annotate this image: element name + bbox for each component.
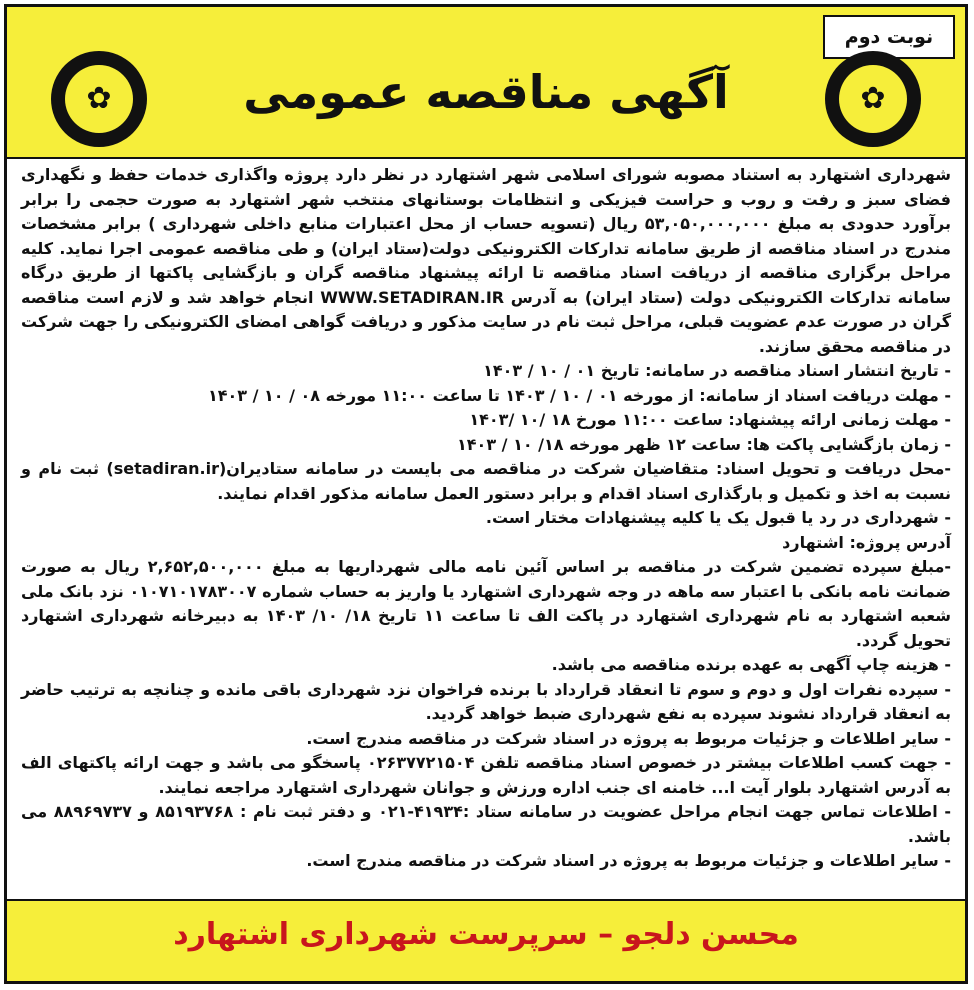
- item-document-deadline: - مهلت دریافت اسناد از سامانه: از مورخه ۰۱ / ۱۰ / ۱۴۰۳ تا ساعت ۱۱:۰۰ مورخه ۰۸ / ۱۰ / ۱۴۰۳: [207, 385, 951, 405]
- item-project-address: آدرس پروژه: اشتهارد: [782, 532, 951, 552]
- item-ad-cost: - هزینه چاپ آگهی به عهده برنده مناقصه می باشد.: [551, 655, 951, 674]
- municipality-emblem-icon: ✿: [51, 51, 147, 147]
- footer-band: [7, 899, 965, 981]
- signature: محسن دلجو – سرپرست شهرداری اشتهارد: [173, 917, 799, 952]
- item-document-location: -محل دریافت و تحویل اسناد: متقاضیان شرکت در مناقصه می بایست در سامانه ستادیران(setadiran.ir) ثبت نام و نسبت به اخذ و تکمیل و بارگذاری اسناد اقدام و برابر دستور العمل سامانه مذکور اقدام نمایند.: [21, 459, 951, 503]
- item-rejection-right: - شهرداری در رد یا قبول یک یا کلیه پیشنهادات مختار است.: [485, 508, 951, 527]
- round-badge: نوبت دوم: [823, 15, 955, 59]
- item-publish-date: - تاریخ انتشار اسناد مناقصه در سامانه: تاریخ ۰۱ / ۱۰ / ۱۴۰۳: [483, 361, 951, 380]
- notice-body: [21, 163, 951, 874]
- item-winner-deposits: - سپرده نفرات اول و دوم و سوم تا انعقاد قرارداد با برنده فراخوان نزد شهرداری باقی مانده و چنانچه به ترتیب حاضر به انعقاد قرارداد نشوند سپرده به نفع شهرداری ضبط خواهد گردید.: [21, 679, 951, 723]
- item-other-info-repeat: - سایر اطلاعات و جزئیات مربوط به پروژه در اسناد شرکت در مناقصه مندرج است.: [306, 851, 951, 870]
- item-proposal-deadline: - مهلت زمانی ارائه پیشنهاد: ساعت ۱۱:۰۰ مورخ ۱۸ /۱۰ /۱۴۰۳: [469, 410, 951, 429]
- notice-frame: [4, 4, 968, 984]
- notice-title: آگهی مناقصه عمومی: [243, 65, 729, 119]
- municipality-emblem-icon: ✿: [825, 51, 921, 147]
- item-deposit: -مبلغ سپرده تضمین شرکت در مناقصه بر اساس آئین نامه مالی شهرداریها به مبلغ ۲,۶۵۲,۵۰۰,۰۰۰ ریال به صورت ضمانت نامه بانکی با اعتبار سه ماهه در وجه شهرداری اشتهارد یا واریز به حساب شماره ۰۱۰۷۱۰۱۷۸۳۰۰۷ نزد بانک ملی شعبه اشتهارد به نام شهرداری اشتهارد در پاکت الف تا ساعت ۱۱ تاریخ ۱۸/ ۱۰/ ۱۴۰۳ به دبیرخانه شهرداری اشتهارد تحویل گردد.: [21, 557, 952, 650]
- header-band: [7, 7, 965, 159]
- item-opening-time: - زمان بازگشایی پاکت ها: ساعت ۱۲ ظهر مورخه ۱۸/ ۱۰ / ۱۴۰۳: [457, 434, 951, 454]
- item-other-info: - سایر اطلاعات و جزئیات مربوط به پروژه در اسناد شرکت در مناقصه مندرج است.: [306, 728, 951, 748]
- item-contact-info: - جهت کسب اطلاعات بیشتر در خصوص اسناد مناقصه تلفن ۰۲۶۳۷۷۲۱۵۰۴ پاسخگو می باشد و جهت ارائه پاکتهای الف به آدرس اشتهارد بلوار آیت ا... خامنه ای جنب اداره ورزش و جوانان شهرداری اشتهارد مراجعه نمایند.: [21, 753, 951, 797]
- item-setad-contact: - اطلاعات تماس جهت انجام مراحل عضویت در سامانه ستاد :۴۱۹۳۴-۰۲۱ و دفتر ثبت نام : ۸۵۱۹۳۷۶۸ و ۸۸۹۶۹۷۳۷ می باشد.: [21, 802, 952, 846]
- intro-paragraph: شهرداری اشتهارد به استناد مصوبه شورای اسلامی شهر اشتهارد در نظر دارد پروژه واگذاری خدمات حفظ و نگهداری فضای سبز و رفت و روب و حراست فیزیکی و انتظامات بوستانهای منتخب شهر اشتهارد به صورت حجمی را برابر برآورد حدودی به مبلغ ۵۳,۰۵۰,۰۰۰,۰۰۰ ریال (تسویه حساب از محل اعتبارات منابع داخلی شهرداری ) برابر مشخصات مندرج در اسناد مناقصه از طریق سامانه تدارکات الکترونیکی دولت(ستاد ایران) و طی مناقصه عمومی اجرا نماید. کلیه مراحل برگزاری مناقصه از دریافت اسناد مناقصه تا ارائه پیشنهاد مناقصه گران و بازگشایی پاکتها از طریق درگاه سامانه تدارکات الکترونیکی دولت (ستاد ایران) به آدرس WWW.SETADIRAN.IR انجام خواهد شد و لازم است مناقصه گران در صورت عدم عضویت قبلی، مراحل ثبت نام در سایت مذکور و دریافت گواهی امضای الکترونیکی را جهت شرکت در مناقصه محقق سازند.: [21, 165, 952, 356]
